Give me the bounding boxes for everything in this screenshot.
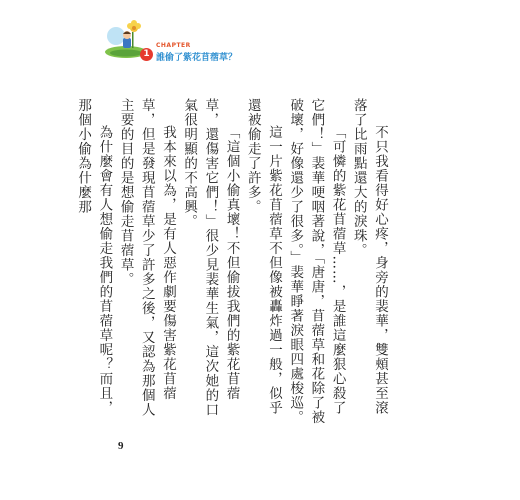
paragraph: 「這個小偷真壞！不但偷拔我們的紫花苜蓿草，還傷害它們！」很少見裴華生氣，這次她的口氣很明顯的不高興。 <box>181 98 240 417</box>
paragraph: 我本來以為，是有人惡作劇要傷害紫花苜蓿草，但是發現苜蓿草少了許多之後，又認為那個人主要的目的是想偷走苜蓿草。 <box>117 98 176 417</box>
paragraph: 「可憐的紫花苜蓿草……，是誰這麼狠心殺了它們！」裴華哽咽著說，「唐唐，苜蓿草和花除了被破壞，好像還少了很多。」裴華睜著淚眼四處梭巡。 <box>287 98 346 425</box>
paragraph: 為什麼會有人想偷走我們的苜蓿草呢？而且，那個小偷為什麼那 <box>75 98 113 415</box>
chapter-label: CHAPTER <box>156 42 191 49</box>
paragraph: 不只我看得好心疼，身旁的裴華，雙頰甚至滾落了比雨點還大的淚珠。 <box>350 98 388 415</box>
chapter-header <box>104 18 304 63</box>
paragraph: 這一片紫花苜蓿草不但像被轟炸過一般，似乎還被偷走了許多。 <box>244 98 282 415</box>
chapter-title: 誰偷了紫花苜蓿草？ <box>156 53 238 63</box>
body-text <box>75 98 390 428</box>
page-number: 9 <box>118 440 124 452</box>
chapter-number-badge: 1 <box>140 48 153 61</box>
